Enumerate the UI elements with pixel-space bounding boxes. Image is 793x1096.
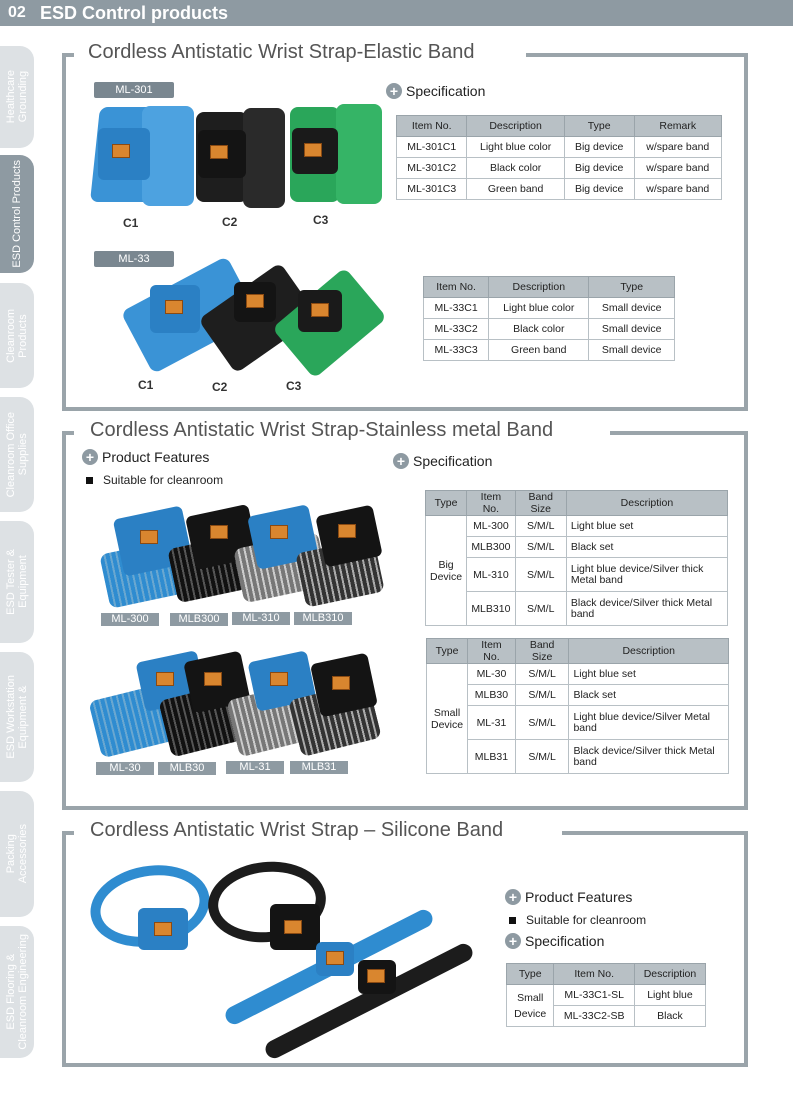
bullet-icon (86, 477, 93, 484)
plus-circle-icon: + (505, 933, 521, 949)
spec-heading-2: + Specification (393, 453, 492, 469)
product-label: MLB300 (170, 613, 228, 626)
variant-label-c3: C3 (313, 213, 329, 227)
product-label: ML-310 (232, 612, 290, 625)
table-row: MLB30 S/M/L Black set (427, 685, 729, 706)
page-number: 02 (8, 4, 26, 21)
table-row: ML-33C1 Light blue color Small device (424, 298, 675, 319)
table-row: ML-33C3 Green band Small device (424, 340, 675, 361)
sidebar-tab-esd-control[interactable]: ESD Control Products (0, 155, 34, 273)
sidebar-tab-packing[interactable]: Packing Accessories (0, 791, 34, 917)
spec-heading-3: + Specification (505, 933, 604, 949)
spec-table-ml33: Item No. Description Type ML-33C1 Light blue color Small device ML-33C2 Black color Small device ML-33C3 Green band Small device (423, 276, 675, 361)
table-row: ML-33C2 Black color Small device (424, 319, 675, 340)
plus-circle-icon: + (82, 449, 98, 465)
sidebar-tab-flooring[interactable]: ESD Flooring & Cleanroom Engineering (0, 926, 34, 1058)
table-row: ML-310 S/M/L Light blue device/Silver thick Metal band (426, 558, 728, 592)
sidebar-tab-cleanroom[interactable]: Cleanroom Products (0, 283, 34, 388)
table-row: Big Device ML-300 S/M/L Light blue set (426, 516, 728, 537)
product-label: ML-31 (226, 761, 284, 774)
table-row: Small Device ML-30 S/M/L Light blue set (427, 664, 729, 685)
product-label: MLB30 (158, 762, 216, 775)
spec-heading-1: + Specification (386, 83, 485, 99)
feature-item: Suitable for cleanroom (86, 473, 223, 487)
sidebar-tab-tester[interactable]: ESD Tester & Equipment (0, 521, 34, 643)
variant-label-c1: C1 (123, 216, 139, 230)
variant-label-c2: C2 (212, 380, 228, 394)
features-heading-2: + Product Features (82, 449, 209, 465)
plus-circle-icon: + (386, 83, 402, 99)
plus-circle-icon: + (393, 453, 409, 469)
table-row: ML-31 S/M/L Light blue device/Silver Metal band (427, 706, 729, 740)
table-row: ML-301C1 Light blue color Big device w/spare band (397, 137, 722, 158)
section-title: Cordless Antistatic Wrist Strap-Elastic Band (82, 41, 480, 64)
table-row: MLB300 S/M/L Black set (426, 537, 728, 558)
table-row: ML-301C3 Green band Big device w/spare band (397, 179, 722, 200)
sidebar-tab-healthcare[interactable]: Healthcare Grounding (0, 46, 34, 148)
table-row: MLB31 S/M/L Black device/Silver thick Metal band (427, 740, 729, 774)
page-title: ESD Control products (40, 2, 228, 23)
section-title: Cordless Antistatic Wrist Strap-Stainless metal Band (84, 419, 559, 442)
table-row: ML-33C2-SB Black (507, 1006, 706, 1027)
variant-label-c3: C3 (286, 379, 302, 393)
features-heading-3: + Product Features (505, 889, 632, 905)
product-label: ML-30 (96, 762, 154, 775)
product-label: ML-300 (101, 613, 159, 626)
table-row: Small Device ML-33C1-SL Light blue (507, 985, 706, 1006)
plus-circle-icon: + (505, 889, 521, 905)
feature-item: Suitable for cleanroom (509, 913, 646, 927)
spec-table-big-device: Type Item No. Band Size Description Big Device ML-300 S/M/L Light blue set MLB300 S/M/L Black set ML-310 S/M/L Light blue device/Silver thick Metal band MLB310 S/M/L Black device/Silver thick Metal band (425, 490, 728, 626)
header-bar (0, 0, 793, 26)
variant-label-c2: C2 (222, 215, 238, 229)
sidebar-tab-office-supplies[interactable]: Cleanroom Office Supplies (0, 397, 34, 512)
product-label: MLB31 (290, 761, 348, 774)
bullet-icon (509, 917, 516, 924)
spec-table-silicone: Type Item No. Description Small Device ML-33C1-SL Light blue ML-33C2-SB Black (506, 963, 706, 1027)
product-label-ml33: ML-33 (94, 251, 174, 267)
sidebar-tab-workstation[interactable]: ESD Workstation Equipment & (0, 652, 34, 782)
product-label: MLB310 (294, 612, 352, 625)
table-row: MLB310 S/M/L Black device/Silver thick Metal band (426, 592, 728, 626)
spec-table-small-device: Type Item No. Band Size Description Small Device ML-30 S/M/L Light blue set MLB30 S/M/L Black set ML-31 S/M/L Light blue device/Silver Metal band MLB31 S/M/L Black device/Silver thick Metal band (426, 638, 729, 774)
section-title: Cordless Antistatic Wrist Strap – Silicone Band (84, 819, 509, 842)
table-row: ML-301C2 Black color Big device w/spare band (397, 158, 722, 179)
product-label-ml301: ML-301 (94, 82, 174, 98)
spec-table-ml301: Item No. Description Type Remark ML-301C1 Light blue color Big device w/spare band ML-301C2 Black color Big device w/spare band ML-301C3 Green band Big device w/spare band (396, 115, 722, 200)
variant-label-c1: C1 (138, 378, 154, 392)
